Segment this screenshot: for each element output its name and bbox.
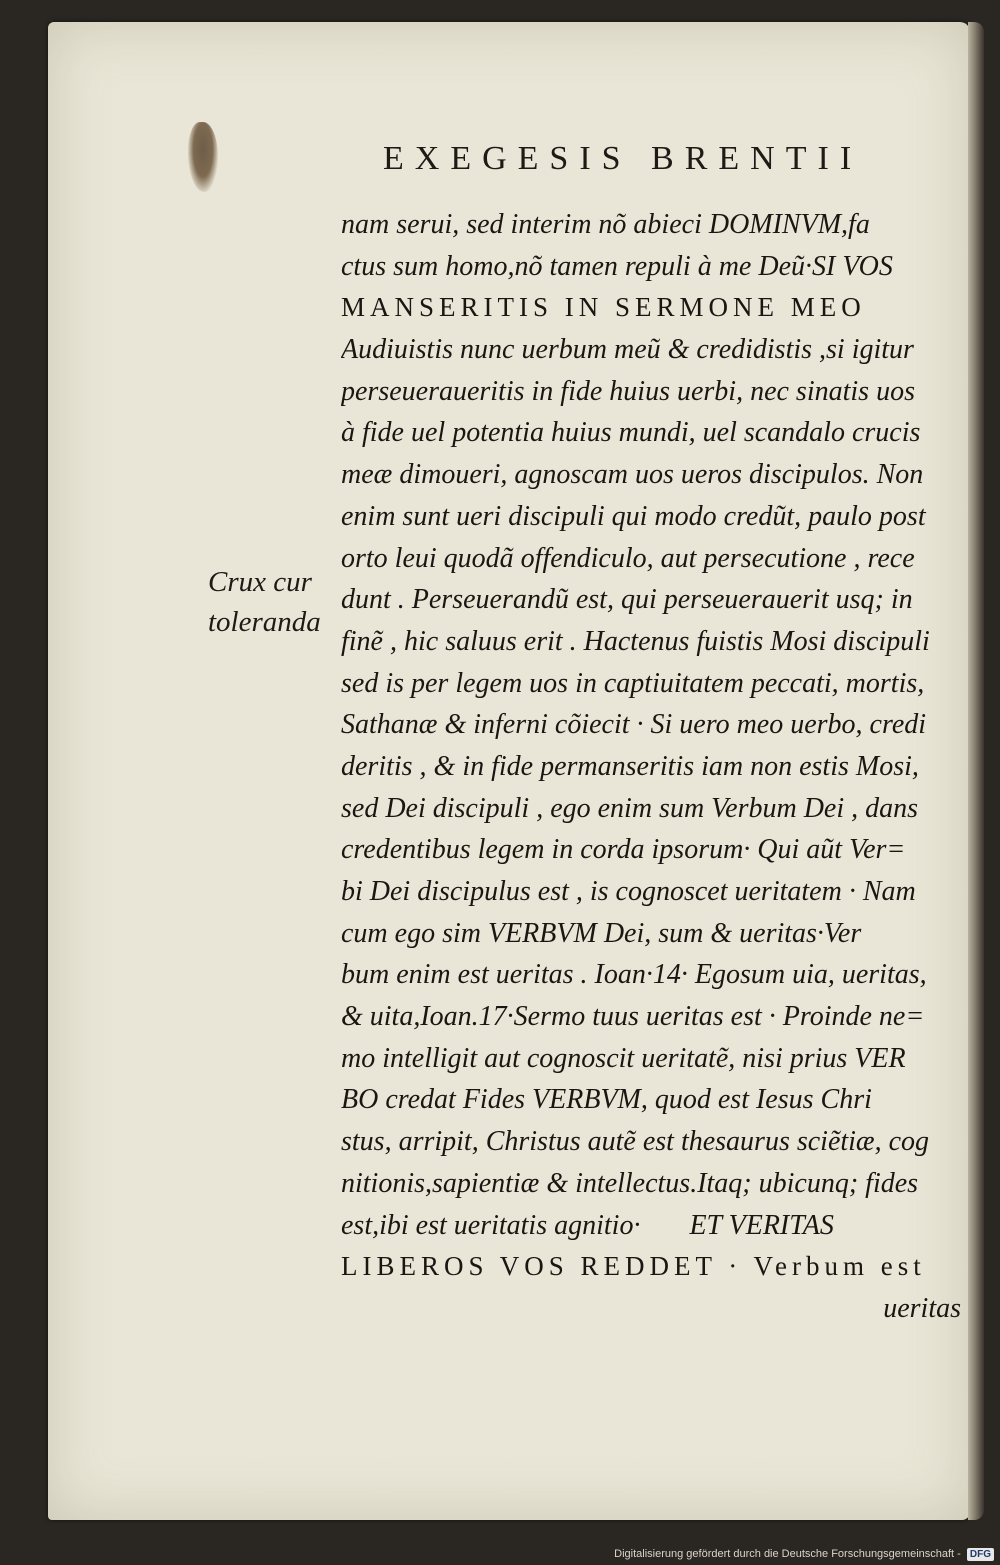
text-line: meæ dimoueri, agnoscam uos ueros discipulos. Non bbox=[341, 459, 924, 491]
book-page bbox=[48, 22, 970, 1520]
text-line: & uita,Ioan.17·Sermo tuus ueritas est · Proinde ne= bbox=[341, 1001, 925, 1033]
margin-note-line: toleranda bbox=[208, 606, 321, 638]
text-line: nam serui, sed interim nõ abieci DOMINVM,fa bbox=[341, 209, 870, 240]
text-line: finẽ , hic saluus erit . Hactenus fuistis Mosi discipuli bbox=[341, 625, 930, 657]
text-line: Sathanæ & inferni cõiecit · Si uero meo uerbo, credi bbox=[341, 709, 927, 741]
text-line: cum ego sim VERBVM Dei, sum & ueritas·Ver bbox=[341, 917, 862, 949]
text-line: ctus sum homo,nõ tamen repuli à me Deũ·SI VOS bbox=[341, 250, 893, 282]
catchword: ueritas bbox=[883, 1292, 961, 1324]
text-line: sed is per legem uos in captiuitatem peccati, mortis, bbox=[341, 667, 925, 699]
text-line: à fide uel potentia huius mundi, uel scandalo crucis bbox=[341, 417, 921, 449]
text-line: dunt . Perseuerandũ est, qui perseuerauerit usq; in bbox=[341, 584, 913, 616]
body-text bbox=[341, 204, 961, 1330]
running-head: EXEGESIS BRENTII bbox=[383, 140, 863, 177]
text-line: sed Dei discipuli , ego enim sum Verbum Dei , dans bbox=[341, 792, 919, 824]
text-line: LIBEROS VOS REDDET · Verbum est bbox=[341, 1251, 926, 1282]
digitization-footer bbox=[614, 1548, 994, 1561]
text-line: BO credat Fides VERBVM, quod est Iesus Chri bbox=[341, 1084, 872, 1116]
text-line: perseueraueritis in fide huius uerbi, nec sinatis uos bbox=[341, 375, 915, 407]
text-line: deritis , & in fide permanseritis iam non estis Mosi, bbox=[341, 750, 919, 782]
text-line: orto leui quodã offendiculo, aut persecutione , rece bbox=[341, 542, 915, 574]
text-line: est,ibi est ueritatis agnitio· ET VERITAS bbox=[341, 1209, 834, 1241]
ink-stain bbox=[188, 122, 218, 192]
text-line: bum enim est ueritas . Ioan·14· Egosum uia, ueritas, bbox=[341, 959, 927, 991]
text-line: enim sunt ueri discipuli qui modo credũt, paulo post bbox=[341, 500, 926, 532]
text-line: nitionis,sapientiæ & intellectus.Itaq; ubicunq; fides bbox=[341, 1167, 919, 1199]
text-line: MANSERITIS IN SERMONE MEO bbox=[341, 292, 866, 323]
text-line: Audiuistis nunc uerbum meũ & credidistis ,si igitur bbox=[341, 334, 914, 366]
margin-note bbox=[208, 562, 338, 642]
text-line: mo intelligit aut cognoscit ueritatẽ, nisi prius VER bbox=[341, 1042, 906, 1074]
margin-note-line: Crux cur bbox=[208, 566, 312, 598]
footer-text: Digitalisierung gefördert durch die Deutsche Forschungsgemeinschaft - bbox=[614, 1548, 961, 1560]
dfg-logo: DFG bbox=[967, 1548, 994, 1561]
text-line: credentibus legem in corda ipsorum· Qui aũt Ver= bbox=[341, 834, 906, 866]
text-line: stus, arripit, Christus autẽ est thesaurus sciẽtiæ, cog bbox=[341, 1126, 930, 1158]
text-line: bi Dei discipulus est , is cognoscet ueritatem · Nam bbox=[341, 876, 916, 907]
